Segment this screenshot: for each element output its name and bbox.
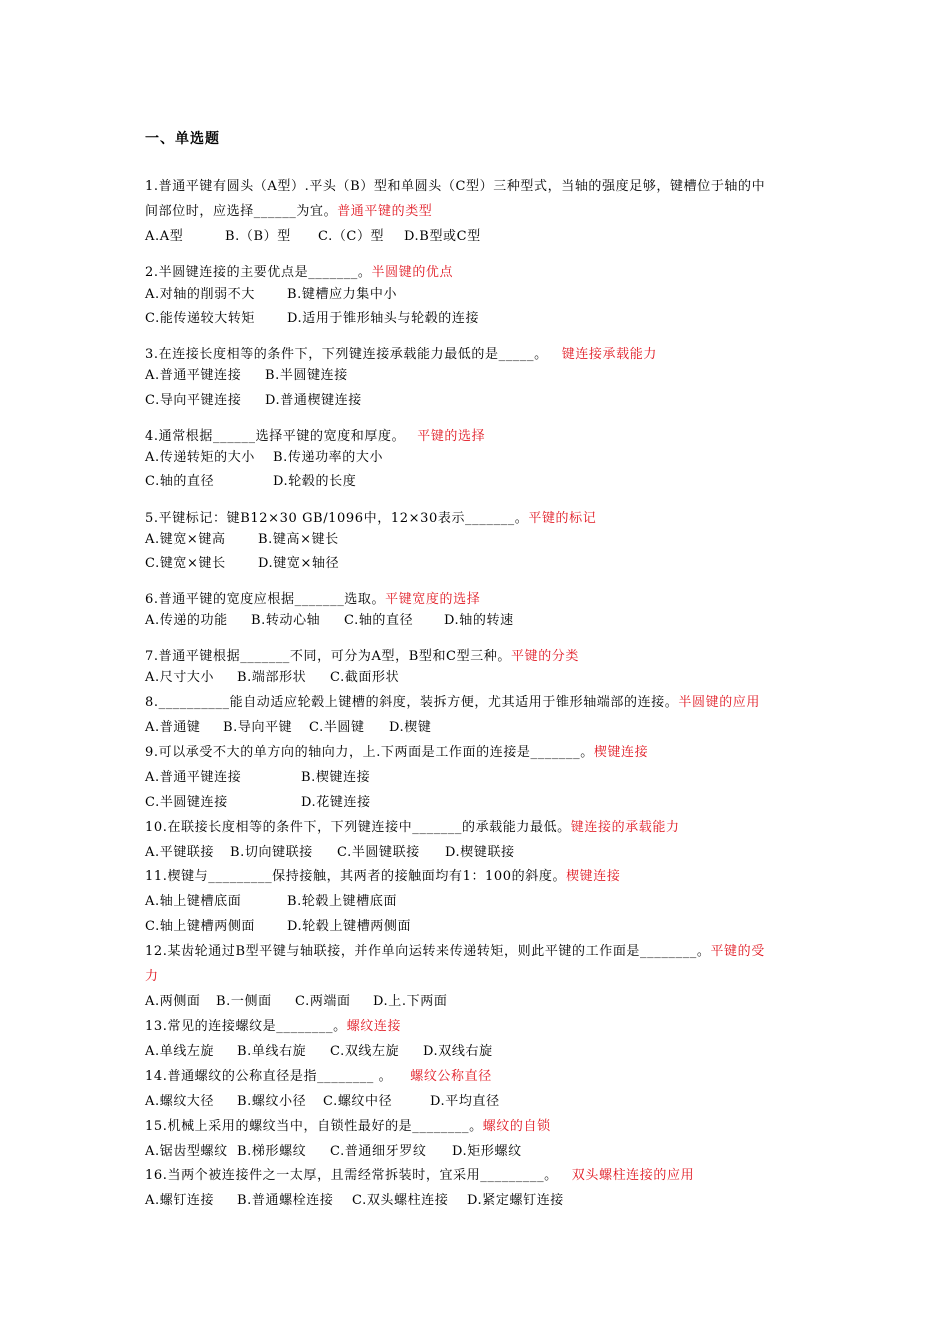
question-8-options xyxy=(145,719,432,737)
option-a: A.平键联接 xyxy=(145,845,215,860)
question-5-options-row1 xyxy=(145,531,339,549)
option-c: C.半圆键 xyxy=(309,720,365,735)
topic-tag: 螺纹的自锁 xyxy=(482,1119,551,1134)
option-c: C.双头螺柱连接 xyxy=(352,1193,449,1208)
option-d: D.平均直径 xyxy=(430,1094,500,1109)
stem-text: 2.半圆键连接的主要优点是_______。 xyxy=(145,265,372,280)
question-7-stem xyxy=(145,648,579,666)
question-6-options xyxy=(145,612,514,630)
option-a: A.螺钉连接 xyxy=(145,1193,215,1208)
option-d: D.普通楔键连接 xyxy=(265,393,362,408)
option-c: C.（C）型 xyxy=(318,229,385,244)
option-b: B.端部形状 xyxy=(237,670,307,685)
option-b: B.切向键联接 xyxy=(230,845,313,860)
question-12-stem-cont xyxy=(145,968,159,986)
option-d: D.适用于锥形轴头与轮毂的连接 xyxy=(287,311,480,326)
question-7-options xyxy=(145,669,399,687)
stem-text: 16.当两个被连接件之一太厚，且需经常拆装时，宜采用_________。 xyxy=(145,1168,558,1183)
option-b: B.（B）型 xyxy=(225,229,291,244)
option-d: D.紧定螺钉连接 xyxy=(467,1193,564,1208)
question-15-stem xyxy=(145,1118,551,1136)
question-2-options-row1 xyxy=(145,286,397,304)
option-b: B.楔键连接 xyxy=(301,770,371,785)
topic-tag: 楔键连接 xyxy=(593,745,649,760)
question-5-stem xyxy=(145,510,596,528)
option-a: A.两侧面 xyxy=(145,994,201,1009)
question-5-options-row2 xyxy=(145,555,339,573)
question-1-options xyxy=(145,228,481,246)
option-a: A.传递的功能 xyxy=(145,613,228,628)
option-d: D.轮毂的长度 xyxy=(273,474,357,489)
topic-tag: 键连接的承载能力 xyxy=(570,820,680,835)
option-a: A.轴上键槽底面 xyxy=(145,894,242,909)
topic-tag: 螺纹连接 xyxy=(346,1019,402,1034)
option-d: D.轮毂上键槽两侧面 xyxy=(287,919,412,934)
topic-tag: 平键的分类 xyxy=(511,649,580,664)
option-c: C.轴的直径 xyxy=(344,613,414,628)
option-c: C.半圆键联接 xyxy=(337,845,420,860)
topic-tag: 平键的选择 xyxy=(417,429,486,444)
topic-tag: 双头螺柱连接的应用 xyxy=(571,1168,695,1183)
stem-text: 13.常见的连接螺纹是________。 xyxy=(145,1019,347,1034)
option-c: C.轴上键槽两侧面 xyxy=(145,919,256,934)
question-3-stem xyxy=(145,346,657,364)
option-d: D.楔键联接 xyxy=(445,845,515,860)
option-c: C.轴的直径 xyxy=(145,474,215,489)
topic-tag: 平键的标记 xyxy=(528,511,597,526)
question-9-stem xyxy=(145,744,648,762)
question-13-options xyxy=(145,1043,493,1061)
question-11-stem xyxy=(145,868,620,886)
topic-tag: 平键的受 xyxy=(710,944,765,959)
question-12-stem xyxy=(145,943,765,961)
option-b: B.导向平键 xyxy=(223,720,293,735)
option-b: B.螺纹小径 xyxy=(237,1094,307,1109)
option-b: B.轮毂上键槽底面 xyxy=(287,894,398,909)
option-b: B.键高×键长 xyxy=(258,532,339,547)
option-a: A.普通键 xyxy=(145,720,201,735)
option-c: C.截面形状 xyxy=(330,670,400,685)
topic-tag: 平键宽度的选择 xyxy=(385,592,481,607)
option-b: B.转动心轴 xyxy=(251,613,321,628)
option-b: B.普通螺栓连接 xyxy=(237,1193,334,1208)
topic-tag: 半圆键的优点 xyxy=(371,265,454,280)
stem-text: 间部位时，应选择______为宜。 xyxy=(145,204,338,219)
question-10-stem xyxy=(145,819,680,837)
option-d: D.轴的转速 xyxy=(444,613,514,628)
option-d: D.楔键 xyxy=(389,720,432,735)
option-d: D.B型或C型 xyxy=(404,229,481,244)
option-c: C.双线左旋 xyxy=(330,1044,400,1059)
question-16-stem xyxy=(145,1167,694,1185)
question-3-options-row2 xyxy=(145,392,362,410)
option-b: B.一侧面 xyxy=(216,994,272,1009)
question-2-stem xyxy=(145,264,453,282)
option-c: C.普通细牙罗纹 xyxy=(330,1144,427,1159)
question-14-options xyxy=(145,1093,500,1111)
stem-text: 5.平键标记：键B12×30 GB/1096中，12×30表示_______。 xyxy=(145,511,529,526)
option-b: B.半圆键连接 xyxy=(265,368,348,383)
option-c: C.螺纹中径 xyxy=(323,1094,393,1109)
option-a: A.普通平键连接 xyxy=(145,368,242,383)
question-2-options-row2 xyxy=(145,310,479,328)
question-3-options-row1 xyxy=(145,367,348,385)
option-a: A.普通平键连接 xyxy=(145,770,242,785)
option-c: C.导向平键连接 xyxy=(145,393,242,408)
option-a: A.尺寸大小 xyxy=(145,670,215,685)
stem-text: 14.普通螺纹的公称直径是指________ 。 xyxy=(145,1069,393,1084)
question-14-stem xyxy=(145,1068,492,1086)
option-b: B.传递功率的大小 xyxy=(273,450,384,465)
stem-text: 6.普通平键的宽度应根据_______选取。 xyxy=(145,592,386,607)
question-6-stem xyxy=(145,591,480,609)
question-10-options xyxy=(145,844,515,862)
stem-text: 8.__________能自动适应轮毂上键槽的斜度，装拆方便，尤其适用于锥形轴端部的连接。 xyxy=(145,695,679,710)
stem-text: 11.楔键与_________保持接触，其两者的接触面均有1：100的斜度。 xyxy=(145,869,567,884)
question-9-options-row1 xyxy=(145,769,370,787)
option-b: B.单线右旋 xyxy=(237,1044,307,1059)
topic-tag: 普通平键的类型 xyxy=(337,204,433,219)
question-13-stem xyxy=(145,1018,401,1036)
option-c: C.半圆键连接 xyxy=(145,795,228,810)
option-d: D.键宽×轴径 xyxy=(258,556,340,571)
stem-text: 15.机械上采用的螺纹当中，自锁性最好的是________。 xyxy=(145,1119,483,1134)
question-16-options xyxy=(145,1192,564,1210)
question-8-stem xyxy=(145,694,760,712)
stem-text: 9.可以承受不大的单方向的轴向力，上.下两面是工作面的连接是_______。 xyxy=(145,745,594,760)
option-d: D.双线右旋 xyxy=(423,1044,493,1059)
question-4-stem xyxy=(145,428,485,446)
stem-text: 3.在连接长度相等的条件下，下列键连接承载能力最低的是_____。 xyxy=(145,347,548,362)
question-11-options-row1 xyxy=(145,893,397,911)
option-d: D.矩形螺纹 xyxy=(452,1144,522,1159)
topic-tag: 螺纹公称直径 xyxy=(410,1069,492,1084)
option-d: D.花键连接 xyxy=(301,795,371,810)
option-a: A.锯齿型螺纹 xyxy=(145,1144,228,1159)
option-a: A.单线左旋 xyxy=(145,1044,215,1059)
option-b: B.键槽应力集中小 xyxy=(287,287,398,302)
question-15-options xyxy=(145,1143,522,1161)
question-12-options xyxy=(145,993,447,1011)
stem-text: 10.在联接长度相等的条件下，下列键连接中_______的承载能力最低。 xyxy=(145,820,571,835)
stem-text: 7.普通平键根据_______不同，可分为A型，B型和C型三种。 xyxy=(145,649,511,664)
option-b: B.梯形螺纹 xyxy=(237,1144,307,1159)
question-4-options-row1 xyxy=(145,449,383,467)
topic-tag: 半圆键的应用 xyxy=(678,695,761,710)
section-title: 一、单选题 xyxy=(145,131,220,147)
topic-tag: 楔键连接 xyxy=(566,869,621,884)
option-d: D.上.下两面 xyxy=(373,994,448,1009)
option-c: C.两端面 xyxy=(295,994,351,1009)
stem-text: 4.通常根据______选择平键的宽度和厚度。 xyxy=(145,429,406,444)
question-4-options-row2 xyxy=(145,473,356,491)
topic-tag: 键连接承载能力 xyxy=(561,347,657,362)
option-a: A.A型 xyxy=(145,229,184,244)
option-a: A.传递转矩的大小 xyxy=(145,450,255,465)
option-a: A.螺纹大径 xyxy=(145,1094,215,1109)
option-a: A.键宽×键高 xyxy=(145,532,226,547)
option-a: A.对轴的削弱不大 xyxy=(145,287,255,302)
question-1-stem xyxy=(145,178,765,196)
question-9-options-row2 xyxy=(145,794,371,812)
option-c: C.键宽×键长 xyxy=(145,556,226,571)
question-1-stem-cont xyxy=(145,203,432,221)
topic-tag-cont: 力 xyxy=(145,969,159,984)
stem-text: 12.某齿轮通过B型平键与轴联接，并作单向运转来传递转矩，则此平键的工作面是________。 xyxy=(145,944,711,959)
option-c: C.能传递较大转矩 xyxy=(145,311,256,326)
question-11-options-row2 xyxy=(145,918,411,936)
stem-text: 1.普通平键有圆头（A型）.平头（B）型和单圆头（C型）三种型式，当轴的强度足够，键槽位于轴的中 xyxy=(145,179,766,194)
